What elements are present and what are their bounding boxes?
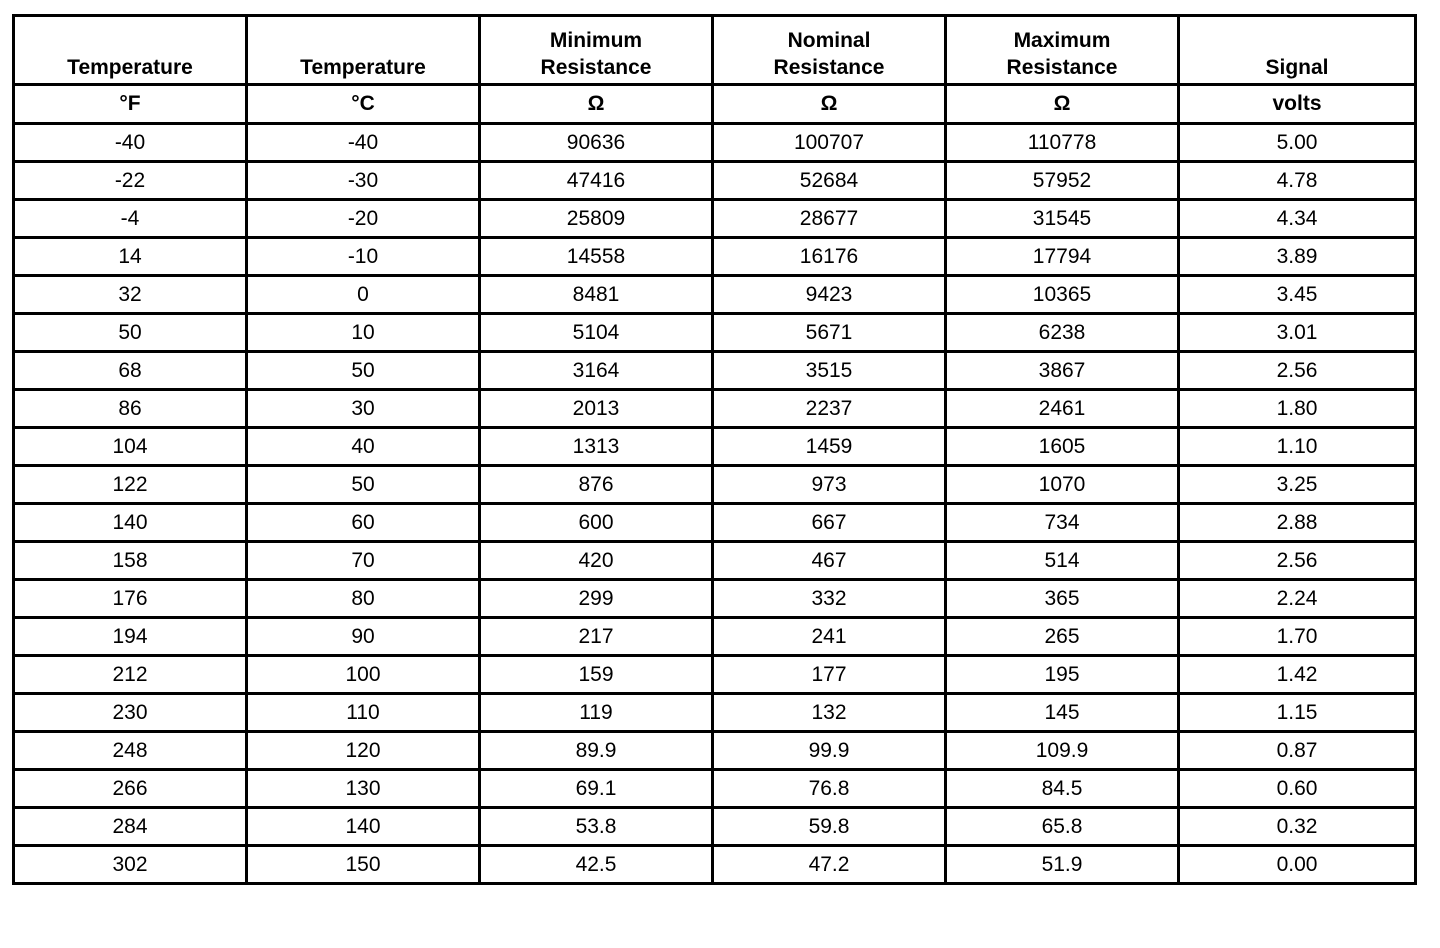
cell-min-resistance: 2013 xyxy=(480,390,713,428)
cell-temp-c: 110 xyxy=(247,694,480,732)
cell-max-resistance: 265 xyxy=(946,618,1179,656)
units-row xyxy=(14,85,1416,124)
cell-temp-c: -20 xyxy=(247,200,480,238)
cell-min-resistance: 1313 xyxy=(480,428,713,466)
cell-max-resistance: 1605 xyxy=(946,428,1179,466)
table-row xyxy=(14,808,1416,846)
cell-signal: 2.24 xyxy=(1179,580,1416,618)
cell-temp-f: -4 xyxy=(14,200,247,238)
cell-temp-f: -40 xyxy=(14,124,247,162)
cell-max-resistance: 6238 xyxy=(946,314,1179,352)
cell-temp-c: -10 xyxy=(247,238,480,276)
cell-max-resistance: 109.9 xyxy=(946,732,1179,770)
cell-temp-c: 140 xyxy=(247,808,480,846)
cell-temp-c: 100 xyxy=(247,656,480,694)
cell-temp-f: 212 xyxy=(14,656,247,694)
cell-temp-f: 248 xyxy=(14,732,247,770)
cell-nominal-resistance: 28677 xyxy=(713,200,946,238)
cell-min-resistance: 3164 xyxy=(480,352,713,390)
table-row xyxy=(14,428,1416,466)
cell-min-resistance: 42.5 xyxy=(480,846,713,884)
cell-signal: 3.01 xyxy=(1179,314,1416,352)
cell-temp-c: 60 xyxy=(247,504,480,542)
cell-nominal-resistance: 2237 xyxy=(713,390,946,428)
cell-temp-c: 50 xyxy=(247,352,480,390)
cell-nominal-resistance: 241 xyxy=(713,618,946,656)
cell-min-resistance: 25809 xyxy=(480,200,713,238)
cell-temp-c: 90 xyxy=(247,618,480,656)
cell-min-resistance: 89.9 xyxy=(480,732,713,770)
cell-signal: 3.45 xyxy=(1179,276,1416,314)
resistance-table-container xyxy=(12,14,1414,885)
cell-min-resistance: 47416 xyxy=(480,162,713,200)
cell-nominal-resistance: 5671 xyxy=(713,314,946,352)
cell-max-resistance: 10365 xyxy=(946,276,1179,314)
cell-max-resistance: 65.8 xyxy=(946,808,1179,846)
unit-nominal-resistance: Ω xyxy=(713,85,946,124)
col-header-nominal-resistance: Nominal Resistance xyxy=(713,16,946,85)
cell-temp-f: 284 xyxy=(14,808,247,846)
table-row xyxy=(14,466,1416,504)
table-row xyxy=(14,770,1416,808)
col-header-signal: Signal xyxy=(1179,16,1416,85)
cell-temp-f: 194 xyxy=(14,618,247,656)
cell-max-resistance: 17794 xyxy=(946,238,1179,276)
cell-max-resistance: 195 xyxy=(946,656,1179,694)
cell-max-resistance: 514 xyxy=(946,542,1179,580)
table-row xyxy=(14,390,1416,428)
cell-max-resistance: 31545 xyxy=(946,200,1179,238)
cell-max-resistance: 734 xyxy=(946,504,1179,542)
cell-min-resistance: 600 xyxy=(480,504,713,542)
cell-nominal-resistance: 59.8 xyxy=(713,808,946,846)
cell-signal: 3.89 xyxy=(1179,238,1416,276)
table-row xyxy=(14,238,1416,276)
table-row xyxy=(14,504,1416,542)
table-row xyxy=(14,542,1416,580)
cell-signal: 5.00 xyxy=(1179,124,1416,162)
cell-min-resistance: 299 xyxy=(480,580,713,618)
cell-temp-f: 140 xyxy=(14,504,247,542)
cell-signal: 0.00 xyxy=(1179,846,1416,884)
cell-min-resistance: 159 xyxy=(480,656,713,694)
cell-signal: 3.25 xyxy=(1179,466,1416,504)
cell-temp-f: 122 xyxy=(14,466,247,504)
temperature-resistance-table xyxy=(12,14,1417,885)
cell-temp-c: 70 xyxy=(247,542,480,580)
cell-signal: 0.32 xyxy=(1179,808,1416,846)
cell-min-resistance: 69.1 xyxy=(480,770,713,808)
cell-temp-f: 230 xyxy=(14,694,247,732)
cell-nominal-resistance: 99.9 xyxy=(713,732,946,770)
cell-max-resistance: 3867 xyxy=(946,352,1179,390)
cell-signal: 2.88 xyxy=(1179,504,1416,542)
cell-temp-c: -30 xyxy=(247,162,480,200)
cell-temp-c: 120 xyxy=(247,732,480,770)
cell-nominal-resistance: 667 xyxy=(713,504,946,542)
cell-max-resistance: 110778 xyxy=(946,124,1179,162)
cell-signal: 1.15 xyxy=(1179,694,1416,732)
cell-temp-f: 86 xyxy=(14,390,247,428)
cell-nominal-resistance: 467 xyxy=(713,542,946,580)
cell-temp-f: 158 xyxy=(14,542,247,580)
cell-signal: 1.42 xyxy=(1179,656,1416,694)
cell-temp-f: -22 xyxy=(14,162,247,200)
cell-min-resistance: 420 xyxy=(480,542,713,580)
col-header-temp-f: Temperature xyxy=(14,16,247,85)
cell-nominal-resistance: 177 xyxy=(713,656,946,694)
cell-temp-c: 10 xyxy=(247,314,480,352)
cell-signal: 4.34 xyxy=(1179,200,1416,238)
cell-temp-c: 150 xyxy=(247,846,480,884)
cell-temp-c: 50 xyxy=(247,466,480,504)
cell-nominal-resistance: 973 xyxy=(713,466,946,504)
cell-temp-f: 14 xyxy=(14,238,247,276)
cell-temp-f: 176 xyxy=(14,580,247,618)
header-row xyxy=(14,16,1416,85)
cell-signal: 2.56 xyxy=(1179,542,1416,580)
cell-signal: 2.56 xyxy=(1179,352,1416,390)
cell-max-resistance: 145 xyxy=(946,694,1179,732)
cell-min-resistance: 119 xyxy=(480,694,713,732)
cell-max-resistance: 2461 xyxy=(946,390,1179,428)
cell-max-resistance: 51.9 xyxy=(946,846,1179,884)
cell-signal: 4.78 xyxy=(1179,162,1416,200)
cell-temp-f: 32 xyxy=(14,276,247,314)
cell-temp-f: 302 xyxy=(14,846,247,884)
cell-temp-f: 266 xyxy=(14,770,247,808)
cell-min-resistance: 876 xyxy=(480,466,713,504)
cell-nominal-resistance: 332 xyxy=(713,580,946,618)
col-header-temp-c: Temperature xyxy=(247,16,480,85)
cell-min-resistance: 90636 xyxy=(480,124,713,162)
unit-min-resistance: Ω xyxy=(480,85,713,124)
cell-temp-f: 68 xyxy=(14,352,247,390)
table-row xyxy=(14,162,1416,200)
cell-max-resistance: 57952 xyxy=(946,162,1179,200)
cell-signal: 1.10 xyxy=(1179,428,1416,466)
col-header-min-resistance: Minimum Resistance xyxy=(480,16,713,85)
table-row xyxy=(14,352,1416,390)
cell-min-resistance: 14558 xyxy=(480,238,713,276)
table-row xyxy=(14,656,1416,694)
cell-nominal-resistance: 16176 xyxy=(713,238,946,276)
table-row xyxy=(14,580,1416,618)
unit-temp-c: °C xyxy=(247,85,480,124)
cell-temp-c: 130 xyxy=(247,770,480,808)
cell-temp-c: 30 xyxy=(247,390,480,428)
cell-min-resistance: 217 xyxy=(480,618,713,656)
table-row xyxy=(14,618,1416,656)
cell-nominal-resistance: 52684 xyxy=(713,162,946,200)
cell-min-resistance: 8481 xyxy=(480,276,713,314)
unit-signal: volts xyxy=(1179,85,1416,124)
table-row xyxy=(14,694,1416,732)
table-row xyxy=(14,846,1416,884)
table-row xyxy=(14,732,1416,770)
cell-temp-c: 80 xyxy=(247,580,480,618)
cell-max-resistance: 1070 xyxy=(946,466,1179,504)
cell-signal: 1.70 xyxy=(1179,618,1416,656)
cell-max-resistance: 84.5 xyxy=(946,770,1179,808)
cell-nominal-resistance: 76.8 xyxy=(713,770,946,808)
cell-temp-f: 104 xyxy=(14,428,247,466)
cell-nominal-resistance: 3515 xyxy=(713,352,946,390)
unit-max-resistance: Ω xyxy=(946,85,1179,124)
cell-temp-f: 50 xyxy=(14,314,247,352)
cell-min-resistance: 53.8 xyxy=(480,808,713,846)
table-body xyxy=(14,124,1416,884)
unit-temp-f: °F xyxy=(14,85,247,124)
cell-signal: 0.60 xyxy=(1179,770,1416,808)
table-row xyxy=(14,200,1416,238)
table-row xyxy=(14,124,1416,162)
cell-nominal-resistance: 1459 xyxy=(713,428,946,466)
cell-temp-c: 0 xyxy=(247,276,480,314)
cell-temp-c: -40 xyxy=(247,124,480,162)
col-header-max-resistance: Maximum Resistance xyxy=(946,16,1179,85)
cell-min-resistance: 5104 xyxy=(480,314,713,352)
cell-nominal-resistance: 9423 xyxy=(713,276,946,314)
cell-max-resistance: 365 xyxy=(946,580,1179,618)
table-row xyxy=(14,276,1416,314)
cell-signal: 0.87 xyxy=(1179,732,1416,770)
table-row xyxy=(14,314,1416,352)
cell-nominal-resistance: 100707 xyxy=(713,124,946,162)
cell-temp-c: 40 xyxy=(247,428,480,466)
cell-nominal-resistance: 47.2 xyxy=(713,846,946,884)
cell-nominal-resistance: 132 xyxy=(713,694,946,732)
cell-signal: 1.80 xyxy=(1179,390,1416,428)
